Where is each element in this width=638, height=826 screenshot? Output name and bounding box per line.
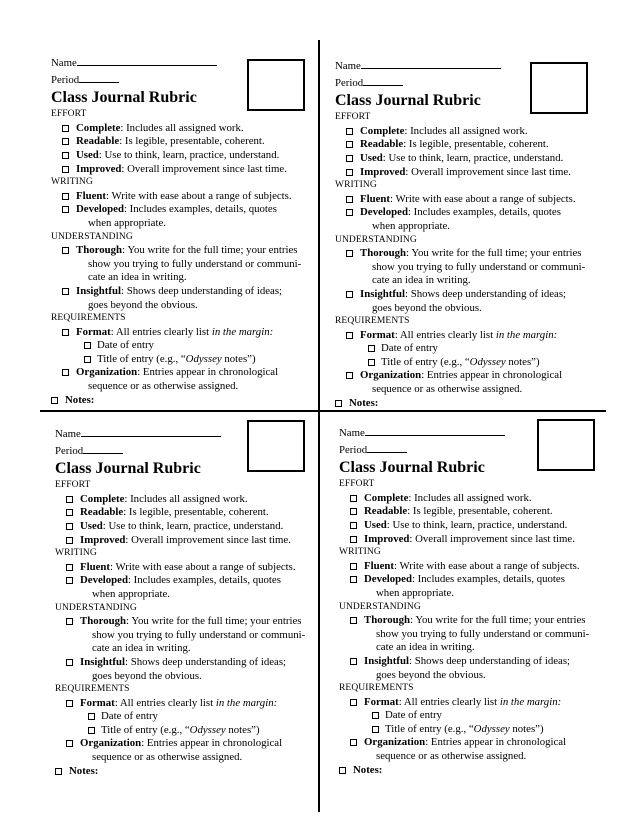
rubric-title: Class Journal Rubric [51,89,197,107]
checkbox-icon[interactable] [55,768,62,775]
section-requirements: REQUIREMENTS [335,316,410,327]
name-line [335,57,605,74]
checkbox-icon[interactable] [84,342,91,349]
checkbox-icon[interactable] [350,739,357,746]
checkbox-icon[interactable] [350,522,357,529]
item-thorough: Thorough: You write for the full time; your entries show you trying to fully understand or communi- cate an idea in writing. [339,614,609,655]
item-readable: Readable: Is legible, presentable, coherent. [55,506,325,520]
rubric-title: Class Journal Rubric [335,92,481,110]
checkbox-icon[interactable] [339,767,346,774]
item-insightful: Insightful: Shows deep understanding of ideas; goes beyond the obvious. [335,288,605,315]
checkbox-icon[interactable] [51,397,58,404]
period-label: Period [335,76,364,89]
subitem-date: Date of entry [335,342,605,356]
notes-line: Notes: [335,397,605,411]
item-developed: Developed: Includes examples, details, quotes when appropriate. [55,574,325,601]
item-readable: Readable: Is legible, presentable, coherent. [335,138,605,152]
checkbox-icon[interactable] [66,496,73,503]
item-format: Format: All entries clearly list in the margin: [339,696,609,710]
item-readable: Readable: Is legible, presentable, coherent. [339,505,609,519]
item-complete: Complete: Includes all assigned work. [335,125,605,139]
checkbox-icon[interactable] [372,726,379,733]
section-understanding: UNDERSTANDING [51,231,133,242]
section-writing: WRITING [335,180,377,191]
checkbox-icon[interactable] [62,329,69,336]
rubric-title: Class Journal Rubric [55,460,201,478]
checkbox-icon[interactable] [346,332,353,339]
notes-line: Notes: [55,765,325,779]
item-improved: Improved: Overall improvement since last time. [339,533,609,547]
item-developed: Developed: Includes examples, details, quotes when appropriate. [339,573,609,600]
checkbox-icon[interactable] [346,372,353,379]
item-used: Used: Use to think, learn, practice, understand. [339,519,609,533]
item-insightful: Insightful: Shows deep understanding of ideas; goes beyond the obvious. [339,655,609,682]
checkbox-icon[interactable] [350,508,357,515]
subitem-title: Title of entry (e.g., “Odyssey notes”) [51,353,321,367]
checkbox-icon[interactable] [346,155,353,162]
item-developed: Developed: Includes examples, details, quotes when appropriate. [51,203,321,230]
rubric-card [335,57,605,410]
section-writing: WRITING [339,547,381,558]
item-improved: Improved: Overall improvement since last time. [55,534,325,548]
period-blank[interactable] [363,74,403,86]
item-improved: Improved: Overall improvement since last time. [51,163,321,177]
section-requirements: REQUIREMENTS [51,313,126,324]
item-insightful: Insightful: Shows deep understanding of ideas; goes beyond the obvious. [55,656,325,683]
subitem-date: Date of entry [51,339,321,353]
item-thorough: Thorough: You write for the full time; your entries show you trying to fully understand or communi- cate an idea in writing. [335,247,605,288]
name-label: Name [55,428,81,440]
section-understanding: UNDERSTANDING [339,601,421,612]
checkbox-icon[interactable] [66,740,73,747]
checkbox-icon[interactable] [66,509,73,516]
item-format: Format: All entries clearly list in the margin: [55,697,325,711]
item-complete: Complete: Includes all assigned work. [51,122,321,136]
section-understanding: UNDERSTANDING [335,234,417,245]
period-line [51,71,321,88]
item-complete: Complete: Includes all assigned work. [339,492,609,506]
checkbox-icon[interactable] [350,495,357,502]
subitem-date: Date of entry [339,709,609,723]
name-line [339,424,609,441]
checkbox-icon[interactable] [66,537,73,544]
period-blank[interactable] [79,71,119,83]
name-blank[interactable] [361,57,501,69]
period-label: Period [339,443,368,456]
section-writing: WRITING [51,177,93,188]
checkbox-icon[interactable] [62,206,69,213]
rubric-card [51,54,321,407]
item-readable: Readable: Is legible, presentable, coherent. [51,135,321,149]
checkbox-icon[interactable] [346,250,353,257]
checkbox-icon[interactable] [84,356,91,363]
item-thorough: Thorough: You write for the full time; your entries show you trying to fully understand or communi- cate an idea in writing. [51,244,321,285]
rubric-card [55,425,325,778]
item-fluent: Fluent: Write with ease about a range of subjects. [339,560,609,574]
item-format: Format: All entries clearly list in the margin: [335,329,605,343]
item-thorough: Thorough: You write for the full time; your entries show you trying to fully understand or communi- cate an idea in writing. [55,615,325,656]
section-effort: EFFORT [55,480,91,491]
name-line [51,54,321,71]
checkbox-icon[interactable] [372,712,379,719]
checkbox-icon[interactable] [62,369,69,376]
notes-line: Notes: [339,764,609,778]
checkbox-icon[interactable] [62,125,69,132]
period-line [339,441,609,458]
name-blank[interactable] [81,425,221,437]
checkbox-icon[interactable] [62,138,69,145]
notes-line: Notes: [51,394,321,408]
checkbox-icon[interactable] [335,400,342,407]
rubric-title: Class Journal Rubric [339,459,485,477]
section-effort: EFFORT [335,112,371,123]
item-used: Used: Use to think, learn, practice, understand. [51,149,321,163]
checkbox-icon[interactable] [66,618,73,625]
subitem-title: Title of entry (e.g., “Odyssey notes”) [335,356,605,370]
item-organization: Organization: Entries appear in chronological sequence or as otherwise assigned. [335,369,605,396]
item-organization: Organization: Entries appear in chronological sequence or as otherwise assigned. [55,737,325,764]
period-blank[interactable] [83,442,123,454]
checkbox-icon[interactable] [66,577,73,584]
checkbox-icon[interactable] [62,166,69,173]
checkbox-icon[interactable] [66,700,73,707]
checkbox-icon[interactable] [350,563,357,570]
checkbox-icon[interactable] [346,209,353,216]
period-blank[interactable] [367,441,407,453]
section-effort: EFFORT [339,479,375,490]
section-writing: WRITING [55,548,97,559]
period-label: Period [55,444,84,457]
checkbox-icon[interactable] [66,564,73,571]
checkbox-icon[interactable] [62,152,69,159]
checkbox-icon[interactable] [350,617,357,624]
section-requirements: REQUIREMENTS [55,684,130,695]
checkbox-icon[interactable] [66,523,73,530]
item-fluent: Fluent: Write with ease about a range of subjects. [51,190,321,204]
section-understanding: UNDERSTANDING [55,602,137,613]
checkbox-icon[interactable] [66,659,73,666]
checkbox-icon[interactable] [350,658,357,665]
checkbox-icon[interactable] [346,169,353,176]
item-fluent: Fluent: Write with ease about a range of subjects. [335,193,605,207]
checkbox-icon[interactable] [346,128,353,135]
section-requirements: REQUIREMENTS [339,683,414,694]
checkbox-icon[interactable] [346,196,353,203]
checkbox-icon[interactable] [346,291,353,298]
item-complete: Complete: Includes all assigned work. [55,493,325,507]
checkbox-icon[interactable] [368,359,375,366]
name-label: Name [335,60,361,72]
section-effort: EFFORT [51,109,87,120]
checkbox-icon[interactable] [88,713,95,720]
checkbox-icon[interactable] [350,536,357,543]
subitem-title: Title of entry (e.g., “Odyssey notes”) [339,723,609,737]
rubric-card [339,424,609,777]
checkbox-icon[interactable] [88,727,95,734]
name-blank[interactable] [77,54,217,66]
name-label: Name [339,427,365,439]
item-insightful: Insightful: Shows deep understanding of ideas; goes beyond the obvious. [51,285,321,312]
item-improved: Improved: Overall improvement since last time. [335,166,605,180]
item-organization: Organization: Entries appear in chronological sequence or as otherwise assigned. [339,736,609,763]
item-used: Used: Use to think, learn, practice, understand. [335,152,605,166]
item-used: Used: Use to think, learn, practice, understand. [55,520,325,534]
period-label: Period [51,73,80,86]
checkbox-icon[interactable] [62,247,69,254]
item-format: Format: All entries clearly list in the margin: [51,326,321,340]
subitem-date: Date of entry [55,710,325,724]
checkbox-icon[interactable] [368,345,375,352]
item-developed: Developed: Includes examples, details, quotes when appropriate. [335,206,605,233]
period-line [55,442,325,459]
subitem-title: Title of entry (e.g., “Odyssey notes”) [55,724,325,738]
name-blank[interactable] [365,424,505,436]
checkbox-icon[interactable] [350,699,357,706]
checkbox-icon[interactable] [62,193,69,200]
item-organization: Organization: Entries appear in chronological sequence or as otherwise assigned. [51,366,321,393]
period-line [335,74,605,91]
checkbox-icon[interactable] [350,576,357,583]
checkbox-icon[interactable] [62,288,69,295]
item-fluent: Fluent: Write with ease about a range of subjects. [55,561,325,575]
name-line [55,425,325,442]
checkbox-icon[interactable] [346,141,353,148]
name-label: Name [51,57,77,69]
